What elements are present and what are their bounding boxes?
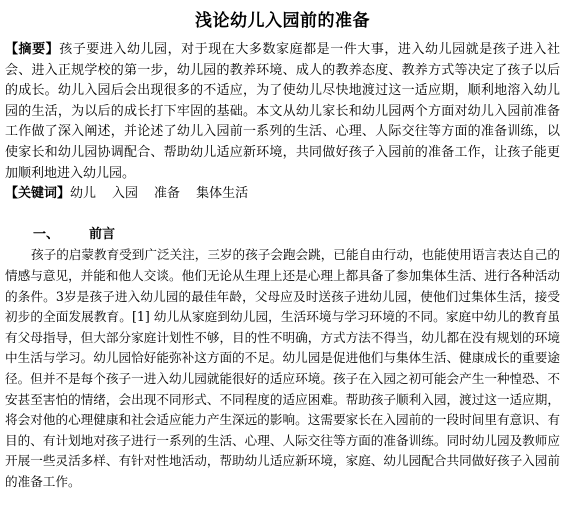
keywords-line [5,184,560,205]
section-body: 孩子的启蒙教育受到广泛关注，三岁的孩子会跑会跳，已能自由行动，也能使用语言表达自己的情感与意见，并能和他人交谈。他们无论从生理上还是心理上都具备了参加集体生活、进行各种活动的条件。3岁是孩子进入幼儿园的最佳年龄，父母应及时送孩子进幼儿园，使他们过集体生活，接受初步的全面发展教育。[1] 幼儿从家庭到幼儿园，生活环境与学习环境的不同。家庭中幼儿的教育虽有父母指导，但大部分家庭计划性不够，目的性不明确，方式方法不得当，幼儿都在没有规划的环境中生活与学习。幼儿园恰好能弥补这方面的不足。幼儿园是促进他们与集体生活、健康成长的重要途径。但并不是每个孩子一进入幼儿园就能很好的适应环境。孩子在入园之初可能会产生一种惶恐、不安甚至害怕的情绪，会出现不同形式、不同程度的适应困难。帮助孩子顺利入园，渡过这一适应期，将会对他的心理健康和社会适应能力产生深远的影响。这需要家长在入园前的一段时间里有意识、有目的、有计划地对孩子进行一系列的生活、心理、人际交往等方面的准备训练。同时幼儿园及教师应开展一些灵活多样、有针对性地活动，帮助幼儿适应新环境，家庭、幼儿园配合共同做好孩子入园前的准备工作。 [5,247,560,489]
section-spacer [5,205,560,225]
abstract-paragraph [5,40,560,184]
keyword-item: 集体生活 [196,186,249,202]
keyword-item: 幼儿 [70,186,97,202]
section-title: 前言 [89,226,116,242]
keyword-item: 准备 [154,186,181,202]
section-heading [33,225,560,246]
abstract-label: 【摘要】 [5,42,60,57]
section-number: 一、 [33,226,60,242]
abstract-text: 孩子要进入幼儿园，对于现在大多数家庭都是一件大事，进入幼儿园就是孩子进入社会、进入正规学校的第一步，幼儿园的教养环境、成人的教养态度、教养方式等决定了孩子以后的成长。幼儿入园后会出现很多的不适应，为了使幼儿尽快地渡过这一适应期，顺利地溶入幼儿园的生活，为以后的成长打下牢固的基础。本文从幼儿家长和幼儿园两个方面对幼儿入园前准备工作做了深入阐述，并论述了幼儿入园前一系列的生活、心理、人际交往等方面的准备训练，以使家长和幼儿园协调配合、帮助幼儿适应新环境，共同做好孩子入园前的准备工作，让孩子能更加顺利地进入幼儿园。 [5,42,560,181]
article-title: 浅论幼儿入园前的准备 [195,11,370,31]
keyword-item: 入园 [112,186,139,202]
keywords-label: 【关键词】 [5,186,71,202]
